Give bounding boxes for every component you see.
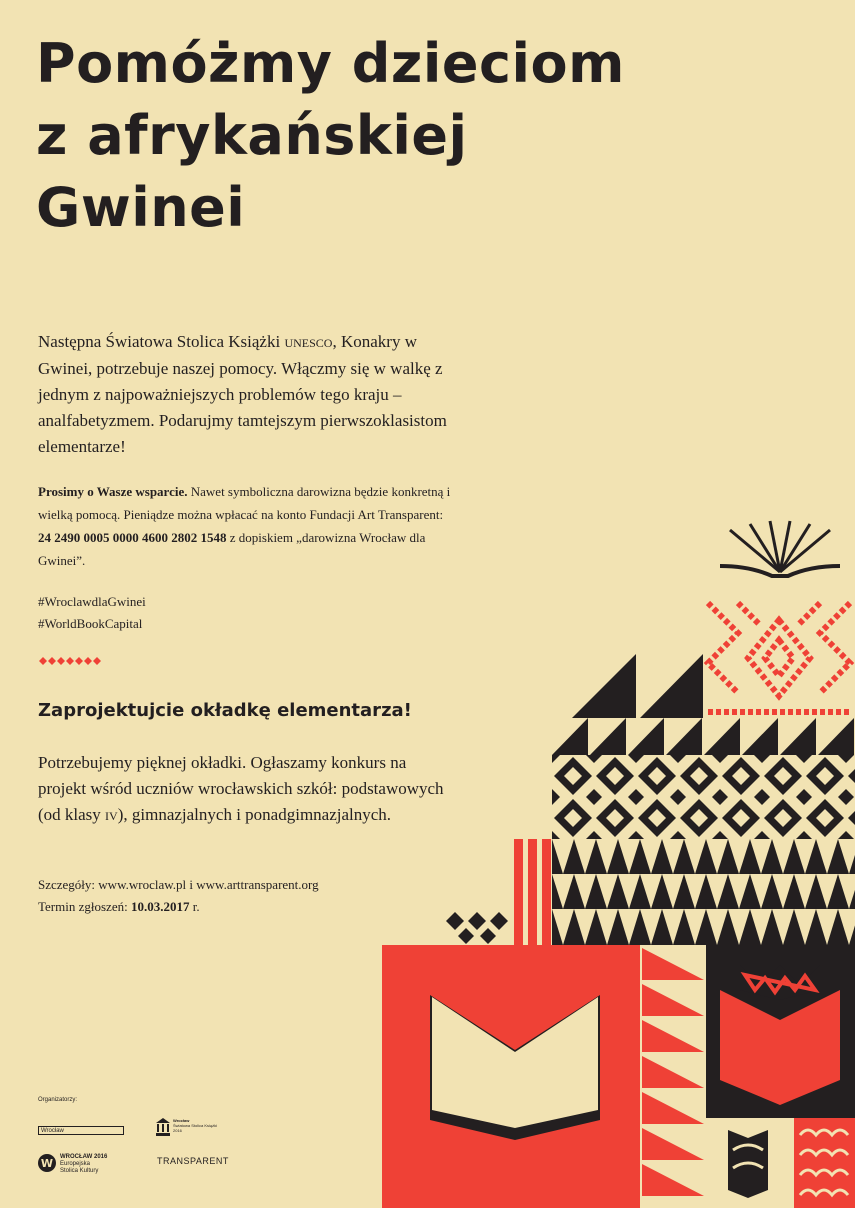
details-label: Szczegóły:	[38, 877, 96, 892]
deadline-date: 10.03.2017	[130, 899, 190, 914]
unesco-logo: Wrocław Światowa Stolica Książki 2016	[156, 1118, 226, 1144]
title-line-3: Gwinei	[36, 176, 246, 239]
wroclaw-logo: Wrocław	[38, 1126, 124, 1135]
contest-details: Szczegóły: www.wroclaw.pl i www.arttransparent.org Termin zgłoszeń: 10.03.2017 r.	[38, 877, 319, 914]
large-triangle-row	[572, 654, 703, 718]
wroclaw-2016-logo: W WROCŁAW 2016 Europejska Stolica Kultury	[38, 1154, 108, 1174]
class-smallcaps: IV	[105, 809, 118, 823]
diamond-lattice-block	[552, 755, 855, 839]
art-transparent-logo: TRANSPARENT	[157, 1156, 229, 1166]
diamond-divider-icon	[38, 656, 108, 666]
support-paragraph: Prosimy o Wasze wsparcie. Nawet symboliczna darowizna będzie konkretną i wielką pomocą. Pieniądze można wpłacać na konto Fundacji Art Transparent: 24 2490 0005 0000 4600 2802 1548 z dopiskiem „darowizna Wrocław dla Gwinei”.	[38, 484, 451, 568]
contest-paragraph: Potrzebujemy pięknej okładki. Ogłaszamy konkurs na projekt wśród uczniów wrocławskich szkół: podstawowych (od klasy IV), gimnazjalnych i ponadgimnazjalnych.	[38, 753, 444, 824]
contest-heading: Zaprojektujcie okładkę elementarza!	[38, 700, 412, 721]
support-bold-lead: Prosimy o Wasze wsparcie.	[38, 484, 188, 499]
decorative-book-stack-illustration	[382, 518, 855, 1208]
details-links[interactable]: www.wroclaw.pl i www.arttransparent.org	[95, 877, 319, 892]
unesco-temple-icon	[156, 1118, 170, 1136]
small-book-icon	[728, 1130, 768, 1198]
hashtag-worldbookcapital: #WorldBookCapital	[38, 616, 143, 631]
red-stripes	[510, 839, 552, 945]
unesco-smallcaps: UNESCO	[284, 336, 333, 350]
hashtags	[38, 591, 146, 635]
title-line-1: Pomóżmy dzieciom	[36, 32, 625, 95]
svg-text:W: W	[40, 1157, 54, 1170]
open-book-icon	[720, 521, 840, 576]
poster-title	[36, 28, 676, 244]
lead-paragraph: Następna Światowa Stolica Książki UNESCO, Konakry w Gwinei, potrzebuje naszej pomocy. Włączmy się w walkę z jednym z najpoważniejszych problemów tego kraju – analfabetyzmem. Podarujmy tamtejszym pierwszoklasistom elementarze!	[38, 332, 447, 456]
wroclaw-2016-emblem-icon	[38, 1154, 56, 1172]
bank-account-number: 24 2490 0005 0000 4600 2802 1548	[38, 530, 227, 545]
hashtag-wroclaw: #WroclawdlaGwinei	[38, 594, 146, 609]
title-line-2: z afrykańskiej	[36, 104, 468, 167]
organizers-label: Organizatorzy:	[38, 1097, 78, 1103]
